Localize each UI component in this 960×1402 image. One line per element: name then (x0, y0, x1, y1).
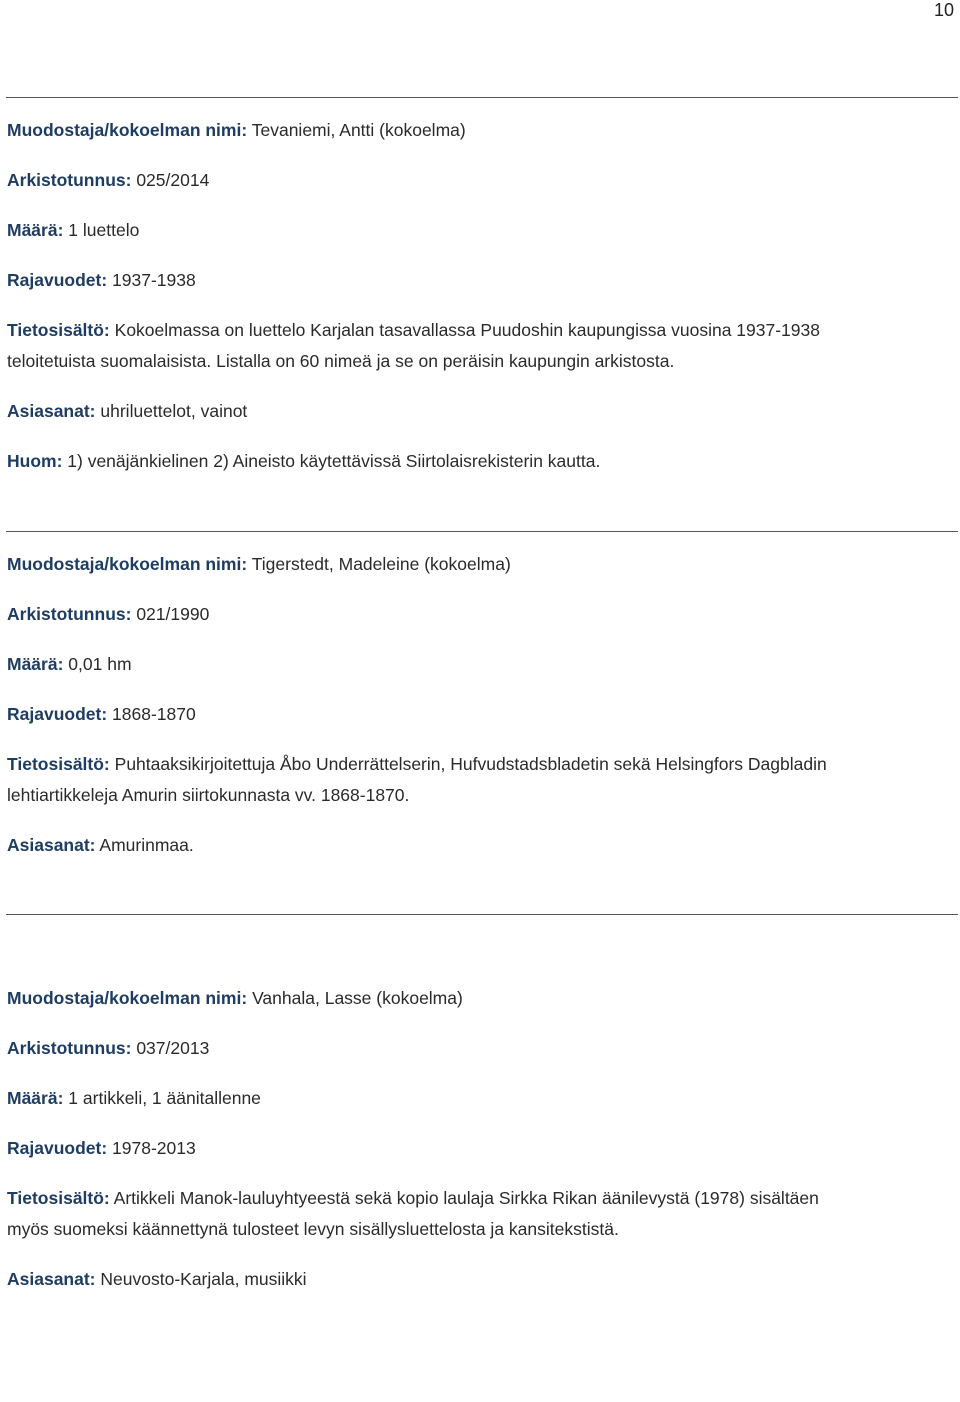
record-2-amount-row (7, 649, 952, 679)
years-value: 1868-1870 (112, 704, 196, 724)
keywords-value: Neuvosto-Karjala, musiikki (100, 1269, 307, 1289)
name-label: Muodostaja/kokoelman nimi: (7, 988, 248, 1008)
name-value: Tevaniemi, Antti (kokoelma) (251, 120, 466, 140)
record-2-years-row (7, 699, 952, 729)
name-label: Muodostaja/kokoelman nimi: (7, 120, 248, 140)
amount-value: 0,01 hm (68, 654, 132, 674)
record-1-keywords-row (7, 396, 952, 426)
content-value-line1: Kokoelmassa on luettelo Karjalan tasavallassa Puudoshin kaupungissa vuosina 1937-1938 (114, 320, 820, 340)
record-2-content-row (7, 749, 952, 779)
record-1-years-row (7, 265, 952, 295)
record-1-amount-row (7, 215, 952, 245)
record-1-content-row (7, 315, 952, 345)
archive-id-value: 021/1990 (136, 604, 210, 624)
record-1-archive-row (7, 165, 952, 195)
top-divider (6, 97, 958, 98)
years-value: 1937-1938 (112, 270, 196, 290)
years-label: Rajavuodet: (7, 704, 108, 724)
archive-id-label: Arkistotunnus: (7, 604, 132, 624)
archive-id-label: Arkistotunnus: (7, 170, 132, 190)
note-value: 1) venäjänkielinen 2) Aineisto käytettävissä Siirtolaisrekisterin kautta. (67, 451, 601, 471)
record-2-keywords-row (7, 830, 952, 860)
amount-value: 1 artikkeli, 1 äänitallenne (68, 1088, 261, 1108)
record-3-years-row (7, 1133, 952, 1163)
years-label: Rajavuodet: (7, 270, 108, 290)
content-label: Tietosisältö: (7, 754, 110, 774)
content-label: Tietosisältö: (7, 320, 110, 340)
record-3-name-row (7, 983, 952, 1013)
archive-id-label: Arkistotunnus: (7, 1038, 132, 1058)
amount-label: Määrä: (7, 220, 64, 240)
record-3-content-row (7, 1183, 952, 1213)
archive-id-value: 025/2014 (136, 170, 210, 190)
name-label: Muodostaja/kokoelman nimi: (7, 554, 248, 574)
keywords-value: Amurinmaa. (99, 835, 194, 855)
amount-label: Määrä: (7, 654, 64, 674)
content-value-line2: lehtiartikkeleja Amurin siirtokunnasta vv. 1868-1870. (7, 785, 410, 805)
record-2-archive-row (7, 599, 952, 629)
record-2-name-row (7, 549, 952, 579)
note-label: Huom: (7, 451, 63, 471)
record-1-name-row (7, 115, 952, 145)
record-1-note-row (7, 446, 952, 476)
record-3-keywords-row (7, 1264, 952, 1294)
archive-id-value: 037/2013 (136, 1038, 210, 1058)
record-divider (6, 914, 958, 915)
keywords-label: Asiasanat: (7, 401, 96, 421)
years-value: 1978-2013 (112, 1138, 196, 1158)
content-value-line2: teloitetuista suomalaisista. Listalla on 60 nimeä ja se on peräisin kaupungin arkistosta. (7, 351, 675, 371)
name-value: Tigerstedt, Madeleine (kokoelma) (251, 554, 511, 574)
page-number: 10 (933, 0, 954, 20)
content-label: Tietosisältö: (7, 1188, 110, 1208)
years-label: Rajavuodet: (7, 1138, 108, 1158)
record-3-amount-row (7, 1083, 952, 1113)
record-divider (6, 531, 958, 532)
content-value-line1: Puhtaaksikirjoitettuja Åbo Underrättelserin, Hufvudstadsbladetin sekä Helsingfors Dagbladin (114, 754, 827, 774)
content-value-line2: myös suomeksi käännettynä tulosteet levyn sisällysluettelosta ja kansitekstistä. (7, 1219, 619, 1239)
content-value-line1: Artikkeli Manok-lauluyhtyeestä sekä kopio laulaja Sirkka Rikan äänilevystä (1978) sisältäen (113, 1188, 819, 1208)
record-3-archive-row (7, 1033, 952, 1063)
amount-label: Määrä: (7, 1088, 64, 1108)
keywords-value: uhriluettelot, vainot (100, 401, 248, 421)
keywords-label: Asiasanat: (7, 835, 96, 855)
amount-value: 1 luettelo (68, 220, 140, 240)
name-value: Vanhala, Lasse (kokoelma) (252, 988, 463, 1008)
keywords-label: Asiasanat: (7, 1269, 96, 1289)
